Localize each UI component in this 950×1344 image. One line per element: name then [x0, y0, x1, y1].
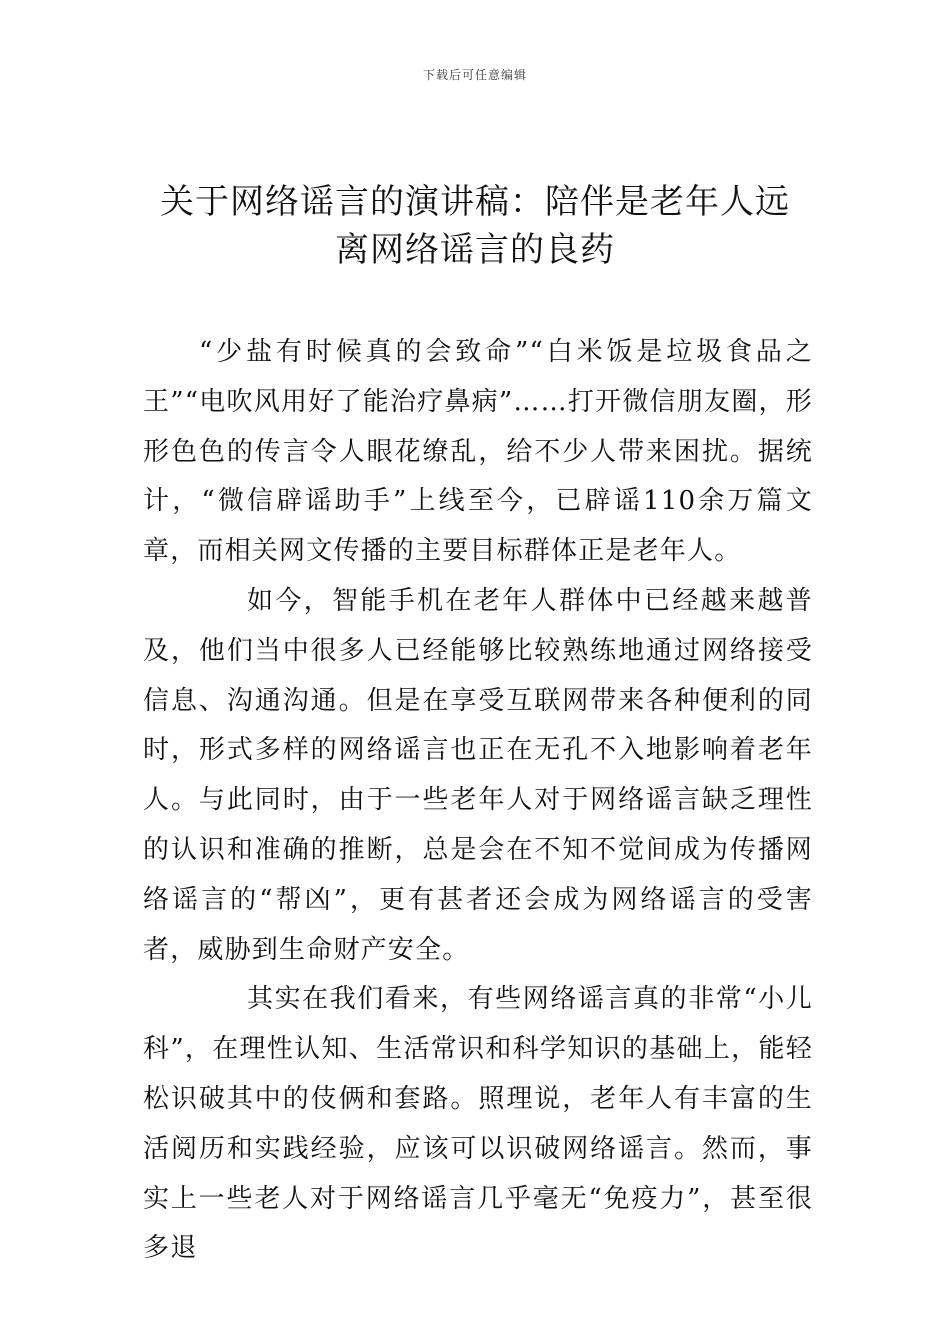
paragraph-1: “少盐有时候真的会致命”“白米饭是垃圾食品之王”“电吹风用好了能治疗鼻病”……打开微信朋友圈，形形色色的传言令人眼花缭乱，给不少人带来困扰。据统计，“微信辟谣助手”上线至今，已辟谣110余万篇文章，而相关网文传播的主要目标群体正是老年人。	[143, 337, 813, 567]
document-title	[140, 178, 810, 274]
title-line-1: 关于网络谣言的演讲稿：陪伴是老年人远	[160, 182, 790, 222]
header-note: 下载后可任意编辑	[422, 68, 527, 82]
paragraph-2: 如今，智能手机在老年人群体中已经越来越普及，他们当中很多人已经能够比较熟练地通过网络接受信息、沟通沟通。但是在享受互联网带来各种便利的同时，形式多样的网络谣言也正在无孔不入地影响着老年人。与此同时，由于一些老年人对于网络谣言缺乏理性的认识和准确的推断，总是会在不知不觉间成为传播网络谣言的“帮凶”，更有甚者还会成为网络谣言的受害者，威胁到生命财产安全。	[143, 585, 813, 965]
title-line-2: 离网络谣言的良药	[335, 230, 615, 270]
paragraph-3: 其实在我们看来，有些网络谣言真的非常“小儿科”，在理性认知、生活常识和科学知识的基础上，能轻松识破其中的伎俩和套路。照理说，老年人有丰富的生活阅历和实践经验，应该可以识破网络谣言。然而，事实上一些老人对于网络谣言几乎毫无“免疫力”，甚至很多退	[143, 984, 813, 1264]
document-body	[143, 328, 813, 1274]
